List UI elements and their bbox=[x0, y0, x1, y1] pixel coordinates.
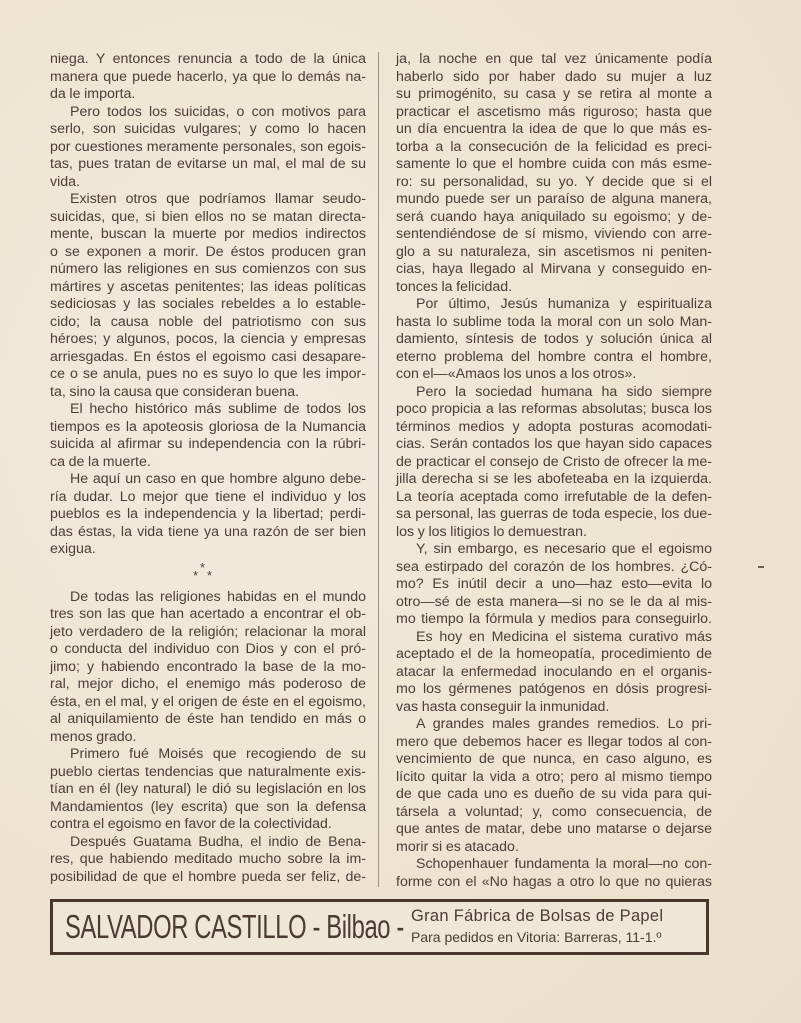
text-line: cias, haya llegado al Mirvana y conseguido en- bbox=[396, 261, 712, 277]
text-line: samente lo que el hombre cuida con más esme- bbox=[396, 156, 712, 172]
text-line: los y los litigios lo demuestran. bbox=[396, 523, 587, 540]
text-line: menos grado. bbox=[50, 728, 137, 745]
text-line: ésta, en el mal, y el origen de éste en el egoismo, bbox=[50, 693, 366, 710]
text-line: Primero fué Moisés que recogiendo de su bbox=[70, 746, 366, 762]
text-line: pueblo ciertas tendencias que naturalmente exis- bbox=[50, 763, 366, 780]
text-line: sentendiéndose de sí mismo, viviendo con arre- bbox=[396, 226, 712, 242]
section-break-star: * bbox=[200, 559, 206, 575]
text-line: vencimiento de que nunca, en caso alguno, es bbox=[396, 751, 712, 767]
text-line: manera que puede hacerlo, ya que lo demás na- bbox=[50, 68, 366, 85]
text-line: ría dudar. Lo mejor que tiene el individuo y los bbox=[50, 488, 366, 505]
text-line: morir si es atacado. bbox=[396, 838, 519, 855]
text-line: De todas las religiones habidas en el mundo bbox=[70, 588, 366, 605]
text-line: ca de la muerte. bbox=[50, 453, 151, 470]
text-line: haberlo sido por haber dado su mujer a luz bbox=[396, 68, 712, 85]
text-line: de practicar el consejo de Cristo de ofrecer la me- bbox=[396, 453, 712, 470]
text-line: vida. bbox=[50, 173, 80, 190]
text-line: tían en él (ley natural) le dió su legislación en los bbox=[50, 781, 366, 797]
text-line: exigua. bbox=[50, 541, 96, 557]
text-line: jeto verdadero de la religión; relacionar la moral bbox=[50, 623, 366, 640]
text-line: ja, la noche en que tal vez únicamente podía bbox=[396, 51, 712, 67]
text-line: número las religiones en sus comienzos con sus bbox=[50, 261, 366, 277]
text-line: héroes; y algunos, pocos, la ciencia y empresas bbox=[50, 331, 366, 347]
text-line: por cuestiones meramente personales, son egois- bbox=[50, 138, 366, 155]
text-line: será cuando haya aniquilado su egoismo; y de- bbox=[396, 208, 712, 225]
text-line: eterno problema del hombre contra el hombre, bbox=[396, 348, 712, 365]
text-line: El hecho histórico más sublime de todos los bbox=[70, 401, 366, 417]
text-line: al aniquilamiento de éste han tendido en más o bbox=[50, 711, 366, 727]
text-line: mente, buscan la muerte por medios indirectos bbox=[50, 226, 366, 242]
text-line: suicida al afirmar su independencia con la rúbri- bbox=[50, 436, 366, 452]
text-line: ce o se anula, pues no es suyo lo que les impor- bbox=[50, 366, 366, 382]
text-line: res, que habiendo meditado mucho sobre la im- bbox=[50, 851, 366, 867]
left-column bbox=[50, 51, 366, 886]
text-line: cido; la causa noble del patriotismo con sus bbox=[50, 313, 366, 330]
section-break bbox=[50, 559, 366, 589]
text-line: vas hasta conseguir la inmunidad. bbox=[396, 698, 610, 715]
text-line: Pero la sociedad humana ha sido siempre bbox=[416, 383, 712, 400]
text-line: A grandes males grandes remedios. Lo pri- bbox=[416, 716, 712, 732]
text-line: arriesgadas. En éstos el egoismo casi desapare- bbox=[50, 348, 366, 365]
text-line: sea estirpado del corazón de los hombres. ¿Có- bbox=[396, 558, 712, 575]
text-line: términos medios y adopta posturas acomodati- bbox=[396, 418, 712, 435]
text-line: He aquí un caso en que hombre alguno debe- bbox=[70, 471, 366, 487]
text-line: pueblos es la independencia y la libertad; perdi- bbox=[50, 506, 366, 522]
text-line: su primogénito, su casa y se retira al monte a bbox=[396, 86, 712, 102]
text-line: Schopenhauer fundamenta la moral—no con- bbox=[416, 856, 712, 872]
text-line: La teoría aceptada como irrefutable de la defen- bbox=[396, 488, 712, 505]
right-column bbox=[396, 51, 712, 891]
text-line: contra el egoismo en favor de la colectividad. bbox=[50, 816, 332, 832]
text-line: jimo; y habiendo encontrado la base de la mo- bbox=[50, 658, 366, 675]
text-line: mártires y ascetas penitentes; las ideas políticas bbox=[50, 278, 366, 295]
text-line: mo tiempo la fórmula y medios para conseguirlo. bbox=[396, 611, 712, 627]
text-line: o se exponen a morir. De éstos producen gran bbox=[50, 243, 366, 260]
text-line: mo los gérmenes patógenos en dósis progresi- bbox=[396, 681, 712, 697]
text-line: serlo, son suicidas vulgares; y como lo hacen bbox=[50, 121, 366, 137]
advertisement-box bbox=[50, 899, 709, 955]
margin-mark bbox=[758, 566, 764, 568]
text-line: torba a la consecución de la felicidad es preci- bbox=[396, 138, 712, 155]
text-line: Pero todos los suicidas, o con motivos para bbox=[70, 103, 366, 120]
text-line: niega. Y entonces renuncia a todo de la única bbox=[50, 51, 366, 67]
text-line: lícito quitar la vida a otro; pero al mismo tiempo bbox=[396, 768, 712, 785]
text-line: glo a su naturaleza, sin ascetismos ni peniten- bbox=[396, 243, 712, 260]
text-line: con el—«Amaos los unos a los otros». bbox=[396, 366, 637, 382]
text-line: cias. Serán contados los que hayan sido capaces bbox=[396, 436, 712, 452]
text-line: otro—sé de esta manera—si no se le da al mis- bbox=[396, 593, 712, 610]
text-line: tiempos es la apoteosis gloriosa de la Numancia bbox=[50, 418, 366, 435]
text-line: aceptado el de la homeopatía, procedimiento de bbox=[396, 646, 712, 662]
text-line: Mandamientos (ley escrita) que son la defensa bbox=[50, 798, 366, 815]
text-line: damiento, síntesis de todos y solución única al bbox=[396, 331, 712, 347]
text-line: poco propicia a las reformas absolutas; busca los bbox=[396, 401, 712, 417]
text-line: ral, mejor dicho, el enemigo más poderoso de bbox=[50, 676, 366, 692]
text-line: de que cada uno es dueño de su vida para qui- bbox=[396, 786, 712, 802]
text-line: társela a voluntad; y, como consecuencia, de bbox=[396, 803, 712, 820]
text-line: da le importa. bbox=[50, 86, 136, 102]
text-line: atacar la enfermedad inoculando en el organis- bbox=[396, 663, 712, 680]
text-line: o conducta del individuo con Dios y con el pró- bbox=[50, 641, 366, 657]
section-break-star: * bbox=[207, 567, 213, 583]
text-line: posibilidad de que el hombre pueda ser feliz, de- bbox=[50, 868, 366, 885]
text-line: un día encuentra la idea de que lo que más es- bbox=[396, 121, 712, 137]
text-line: mero que debemos hacer es llegar todos al con- bbox=[396, 733, 712, 750]
text-line: tonces la felicidad. bbox=[396, 278, 513, 295]
text-line: hasta lo sublime toda la moral con un solo Man- bbox=[396, 313, 712, 330]
text-line: mundo puede ser un paraíso de alguna manera, bbox=[396, 191, 712, 207]
text-line: mo? Es inútil decir a uno—haz esto—evita lo bbox=[396, 576, 712, 592]
text-line: que antes de matar, debe uno matarse o dejarse bbox=[396, 821, 712, 837]
text-line: suicidas, que, si bien ellos no se matan directa- bbox=[50, 208, 366, 225]
text-line: Existen otros que podríamos llamar seudo- bbox=[70, 191, 366, 207]
section-break-star: * bbox=[193, 567, 199, 583]
advertisement-tagline: Gran Fábrica de Bolsas de Papel bbox=[411, 907, 664, 925]
column-divider bbox=[378, 52, 379, 887]
text-line: sediciosas y las sociales rebeldes a lo estable- bbox=[50, 296, 366, 312]
text-line: Y, sin embargo, es necesario que el egoismo bbox=[416, 541, 712, 557]
text-line: ta, sino la causa que consideran buena. bbox=[50, 383, 300, 400]
text-line: Es hoy en Medicina el sistema curativo más bbox=[416, 628, 712, 645]
advertisement-address: Para pedidos en Vitoria: Barreras, 11-1.º bbox=[411, 929, 662, 945]
text-line: jilla derecha si se les abofeteaba en la izquierda. bbox=[396, 471, 712, 487]
text-line: Por último, Jesús humaniza y espiritualiza bbox=[416, 296, 712, 312]
text-line: practicar el ascetismo más riguroso; hasta que bbox=[396, 103, 712, 120]
text-line: ro: su personalidad, su yo. Y decide que si el bbox=[396, 173, 712, 190]
advertiser-name: SALVADOR CASTILLO - Bilbao - bbox=[65, 908, 404, 945]
text-line: Después Guatama Budha, el indio de Bena- bbox=[70, 833, 366, 850]
text-line: tas, pues tratan de evitarse un mal, el mal de su bbox=[50, 156, 366, 172]
text-line: das éstas, la vida tiene ya una razón de ser bien bbox=[50, 523, 366, 540]
text-line: tres son las que han acertado a encontrar el ob- bbox=[50, 606, 366, 622]
text-line: forme con el «No hagas a otro lo que no quieras bbox=[396, 873, 712, 890]
text-line: sa personal, las guerras de toda especie, los due- bbox=[396, 506, 712, 522]
